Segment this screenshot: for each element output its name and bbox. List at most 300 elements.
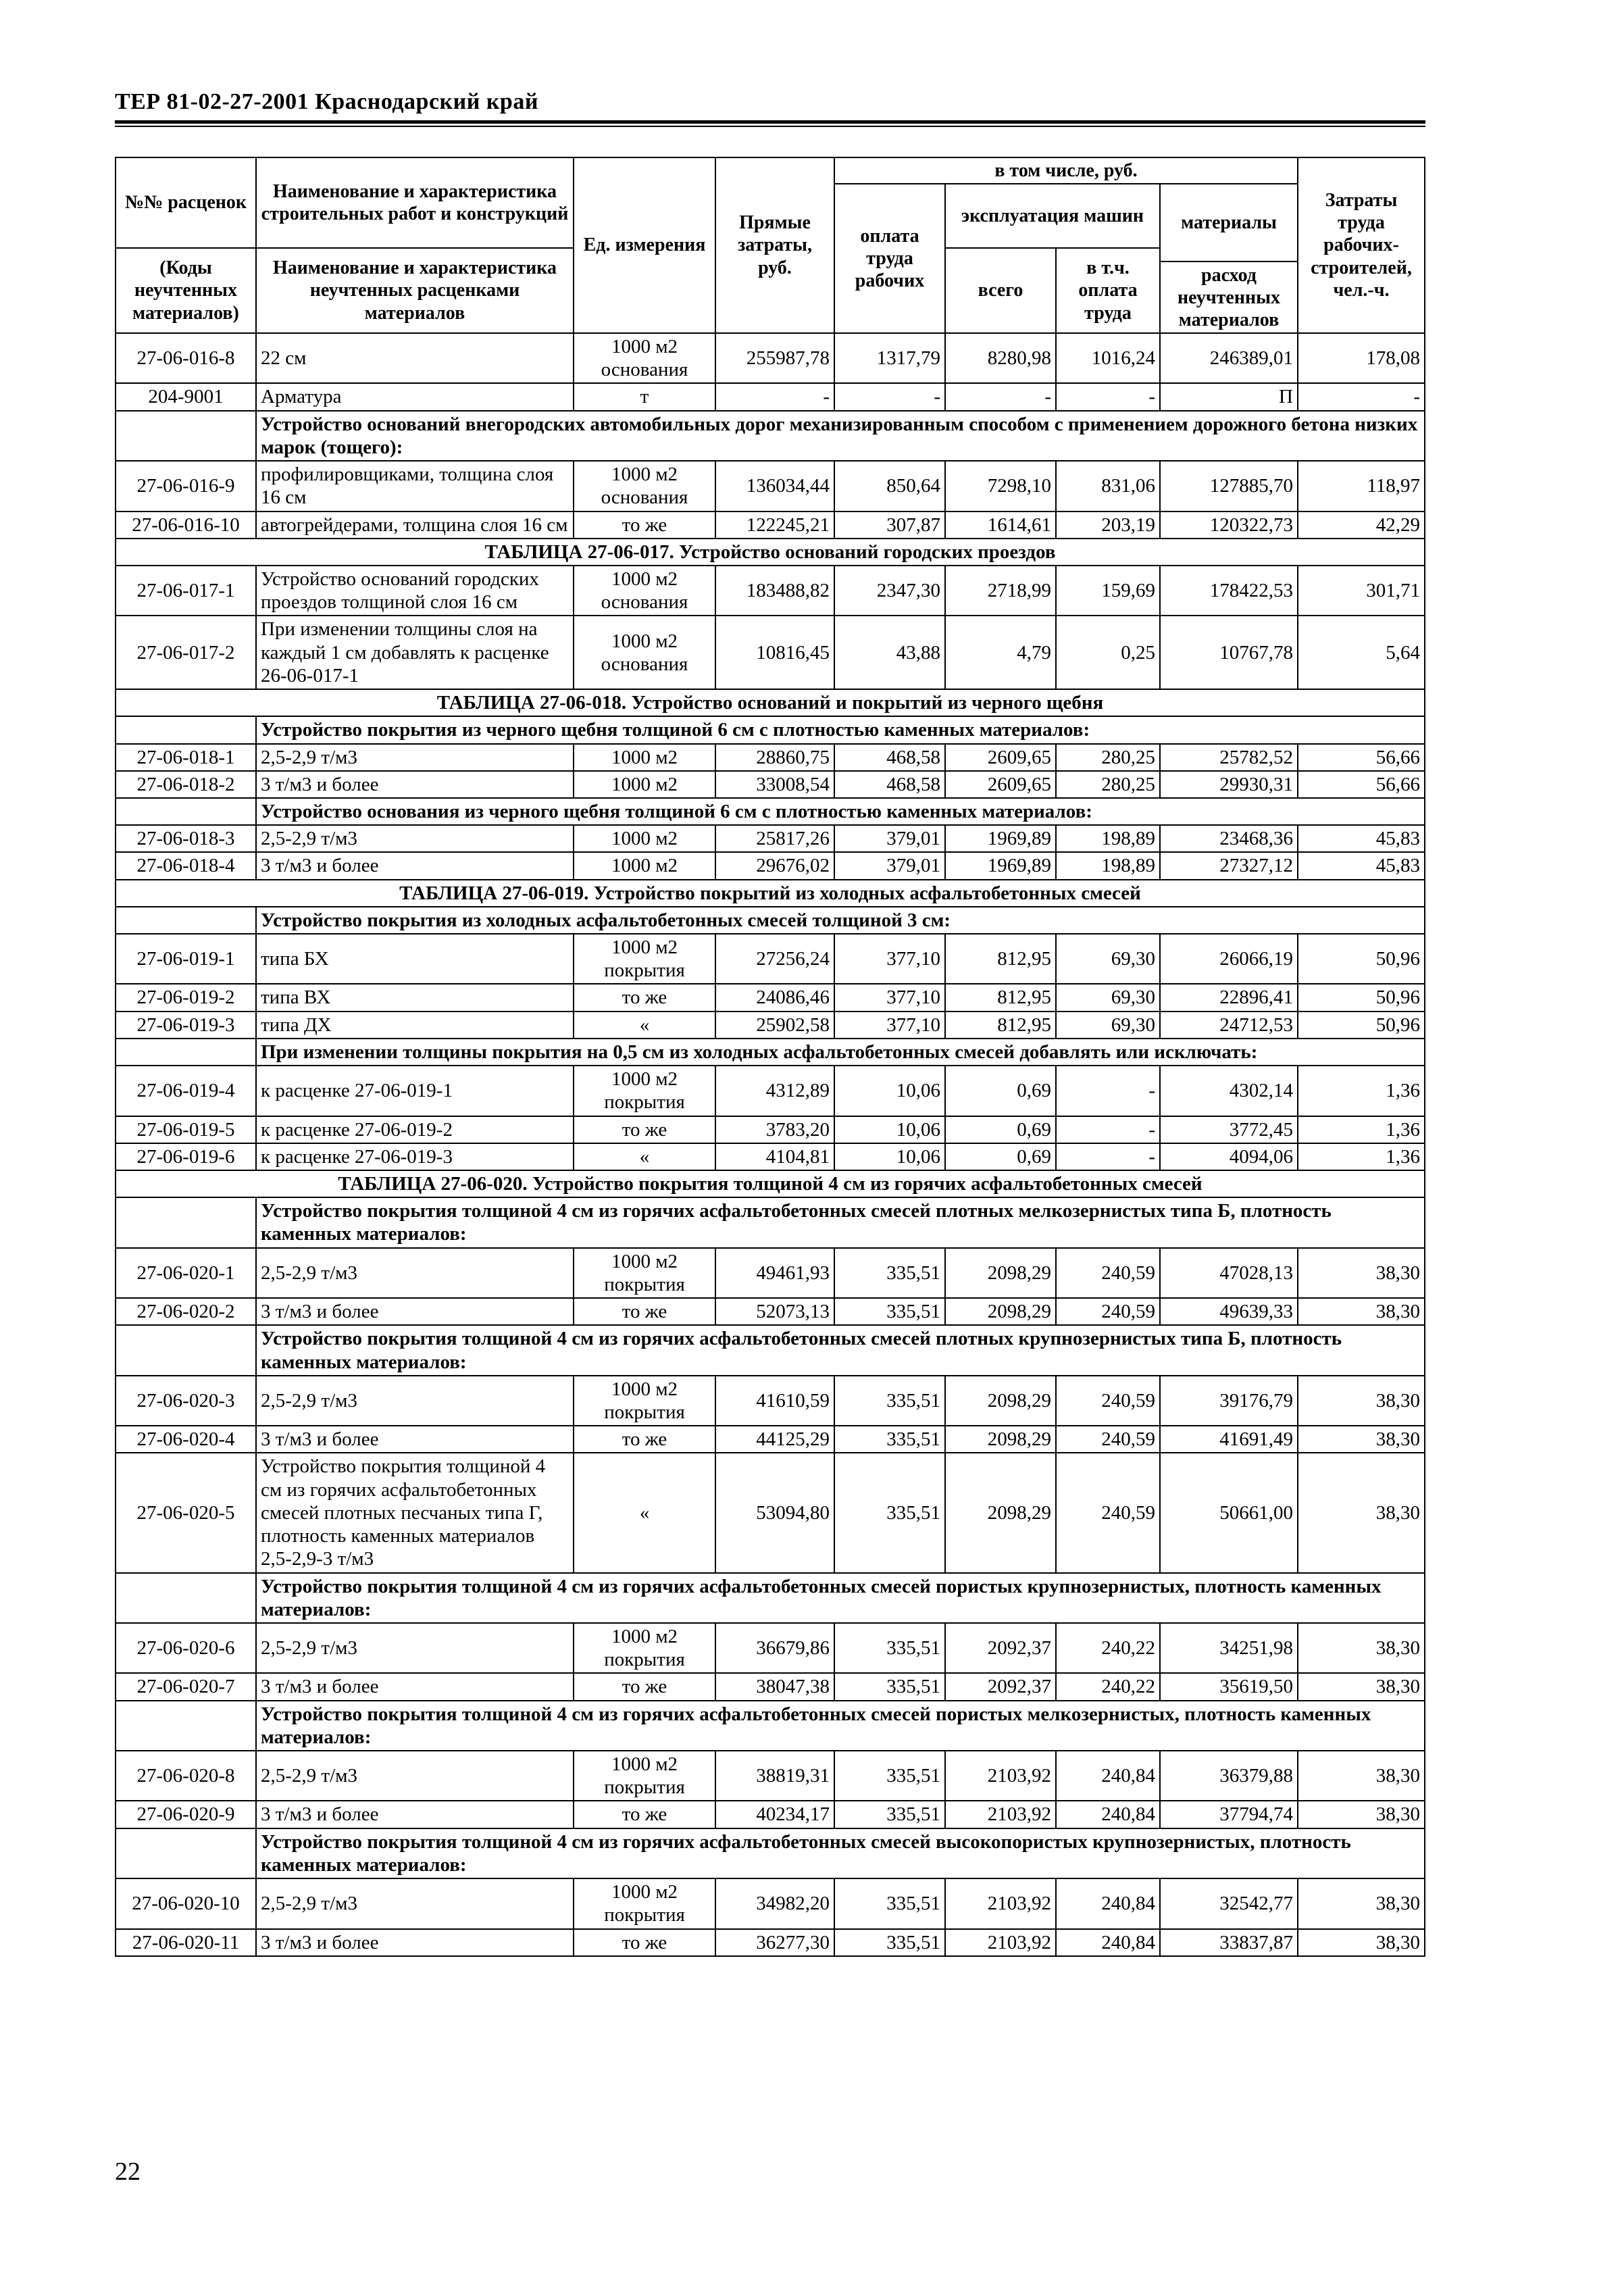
rate-labor: 38,30 [1298, 1453, 1425, 1572]
table-row [116, 771, 1425, 798]
header-wages: оплата труда рабочих [834, 184, 945, 333]
rate-labor: 50,96 [1298, 984, 1425, 1011]
rate-labor: 38,30 [1298, 1248, 1425, 1298]
rate-direct-cost: 52073,13 [715, 1298, 834, 1325]
rate-code: 27-06-020-2 [116, 1298, 256, 1325]
rate-labor: 45,83 [1298, 852, 1425, 879]
rate-code: 27-06-019-5 [116, 1116, 256, 1143]
table-row [116, 1751, 1425, 1801]
rate-direct-cost: 183488,82 [715, 566, 834, 616]
rate-materials: 120322,73 [1160, 511, 1298, 539]
rate-unit: 1000 м2 покрытия [574, 1376, 715, 1426]
rate-machines-total: 8280,98 [945, 333, 1056, 383]
section-blank-cell [116, 798, 256, 825]
section-heading: Устройство покрытия толщиной 4 см из горячих асфальтобетонных смесей пористых мелкозернистых, плотность каменных материалов: [256, 1701, 1425, 1751]
header-direct: Прямые затраты, руб. [715, 157, 834, 333]
section-heading: Устройство покрытия из холодных асфальтобетонных смесей толщиной 3 см: [256, 907, 1425, 934]
rate-code: 27-06-020-9 [116, 1801, 256, 1828]
section-blank-cell [116, 1828, 256, 1878]
rate-code: 27-06-020-8 [116, 1751, 256, 1801]
rate-machines-total: 2103,92 [945, 1878, 1056, 1928]
table-title-row [116, 880, 1425, 907]
table-row [116, 566, 1425, 616]
rate-direct-cost: 4312,89 [715, 1066, 834, 1116]
rate-machines-wages: 280,25 [1056, 771, 1160, 798]
rate-wages: 335,51 [834, 1426, 945, 1453]
table-row [116, 1143, 1425, 1170]
document-header: ТЕР 81-02-27-2001 Краснодарский край [115, 89, 538, 114]
rate-code: 27-06-016-10 [116, 511, 256, 539]
rate-wages: 335,51 [834, 1453, 945, 1572]
rate-machines-total: 0,69 [945, 1066, 1056, 1116]
table-row [116, 1623, 1425, 1673]
rate-wages: 377,10 [834, 1012, 945, 1039]
rate-machines-wages: 240,84 [1056, 1929, 1160, 1956]
rate-labor: 38,30 [1298, 1751, 1425, 1801]
rate-direct-cost: - [715, 383, 834, 410]
rate-machines-total: 2092,37 [945, 1673, 1056, 1700]
rate-direct-cost: 38819,31 [715, 1751, 834, 1801]
table-row [116, 1426, 1425, 1453]
rate-materials: 4094,06 [1160, 1143, 1298, 1170]
rate-labor: 301,71 [1298, 566, 1425, 616]
rate-wages: 335,51 [834, 1929, 945, 1956]
rate-name: к расценке 27-06-019-2 [256, 1116, 574, 1143]
section-heading-row [116, 1325, 1425, 1375]
rate-labor: - [1298, 383, 1425, 410]
rate-materials: 127885,70 [1160, 461, 1298, 511]
section-heading-row [116, 1197, 1425, 1247]
rate-labor: 38,30 [1298, 1376, 1425, 1426]
rate-machines-wages: 240,59 [1056, 1376, 1160, 1426]
rate-machines-wages: 240,84 [1056, 1878, 1160, 1928]
rate-machines-total: 2098,29 [945, 1248, 1056, 1298]
section-heading: Устройство покрытия толщиной 4 см из горячих асфальтобетонных смесей высокопористых крупнозернистых, плотность каменных материалов: [256, 1828, 1425, 1878]
rate-machines-wages: 240,84 [1056, 1801, 1160, 1828]
section-blank-cell [116, 1573, 256, 1623]
rate-machines-total: 1614,61 [945, 511, 1056, 539]
rate-name: 2,5-2,9 т/м3 [256, 1248, 574, 1298]
rate-code: 27-06-016-8 [116, 333, 256, 383]
section-heading-row [116, 798, 1425, 825]
rate-name: 3 т/м3 и более [256, 1426, 574, 1453]
rate-direct-cost: 136034,44 [715, 461, 834, 511]
header-name-bottom: Наименование и характеристика неучтенных расценками материалов [256, 248, 574, 333]
rate-machines-wages: - [1056, 1066, 1160, 1116]
section-blank-cell [116, 907, 256, 934]
rate-direct-cost: 53094,80 [715, 1453, 834, 1572]
rate-machines-wages: 69,30 [1056, 984, 1160, 1011]
rate-machines-total: 2092,37 [945, 1623, 1056, 1673]
rate-labor: 118,97 [1298, 461, 1425, 511]
rate-wages: 335,51 [834, 1376, 945, 1426]
rate-name: 2,5-2,9 т/м3 [256, 1878, 574, 1928]
rate-direct-cost: 41610,59 [715, 1376, 834, 1426]
rate-machines-wages: 159,69 [1056, 566, 1160, 616]
rate-code: 27-06-019-2 [116, 984, 256, 1011]
rate-materials: 246389,01 [1160, 333, 1298, 383]
rate-wages: 379,01 [834, 825, 945, 852]
section-blank-cell [116, 716, 256, 743]
rate-code: 27-06-018-1 [116, 744, 256, 771]
rate-machines-total: 1969,89 [945, 825, 1056, 852]
rate-name: 2,5-2,9 т/м3 [256, 744, 574, 771]
rate-wages: 379,01 [834, 852, 945, 879]
header-machines-total: всего [945, 248, 1056, 333]
rate-machines-wages: - [1056, 1143, 1160, 1170]
rate-wages: 307,87 [834, 511, 945, 539]
rate-direct-cost: 38047,38 [715, 1673, 834, 1700]
table-row [116, 744, 1425, 771]
rate-name: 2,5-2,9 т/м3 [256, 825, 574, 852]
rate-code: 27-06-020-6 [116, 1623, 256, 1673]
table-title: ТАБЛИЦА 27-06-017. Устройство оснований городских проездов [116, 539, 1425, 566]
rate-machines-total: 812,95 [945, 984, 1056, 1011]
rate-unit: 1000 м2 покрытия [574, 1066, 715, 1116]
rate-name: типа БХ [256, 934, 574, 984]
rate-name: 2,5-2,9 т/м3 [256, 1376, 574, 1426]
rate-wages: 335,51 [834, 1878, 945, 1928]
rate-machines-total: - [945, 383, 1056, 410]
rate-direct-cost: 25817,26 [715, 825, 834, 852]
rate-code: 27-06-018-4 [116, 852, 256, 879]
rate-code: 27-06-018-3 [116, 825, 256, 852]
rate-unit: 1000 м2 [574, 771, 715, 798]
rate-direct-cost: 33008,54 [715, 771, 834, 798]
rate-code: 27-06-016-9 [116, 461, 256, 511]
section-blank-cell [116, 1039, 256, 1066]
rate-direct-cost: 36277,30 [715, 1929, 834, 1956]
rate-materials: 32542,77 [1160, 1878, 1298, 1928]
header-unit: Ед. измерения [574, 157, 715, 333]
rate-wages: 335,51 [834, 1623, 945, 1673]
rate-machines-wages: 240,59 [1056, 1453, 1160, 1572]
rate-machines-total: 0,69 [945, 1116, 1056, 1143]
rate-name: При изменении толщины слоя на каждый 1 см добавлять к расценке 26-06-017-1 [256, 616, 574, 689]
rate-machines-wages: - [1056, 1116, 1160, 1143]
rate-wages: 335,51 [834, 1298, 945, 1325]
rate-labor: 56,66 [1298, 744, 1425, 771]
rate-machines-total: 0,69 [945, 1143, 1056, 1170]
rate-direct-cost: 4104,81 [715, 1143, 834, 1170]
rate-direct-cost: 25902,58 [715, 1012, 834, 1039]
rate-machines-total: 4,79 [945, 616, 1056, 689]
rate-wages: 468,58 [834, 771, 945, 798]
rate-labor: 5,64 [1298, 616, 1425, 689]
table-row [116, 1012, 1425, 1039]
rate-direct-cost: 122245,21 [715, 511, 834, 539]
rate-materials: 41691,49 [1160, 1426, 1298, 1453]
rate-machines-total: 2609,65 [945, 771, 1056, 798]
header-rule [115, 120, 1425, 124]
table-row [116, 1878, 1425, 1928]
rate-wages: 335,51 [834, 1248, 945, 1298]
table-row [116, 1376, 1425, 1426]
rate-machines-total: 2103,92 [945, 1801, 1056, 1828]
table-title: ТАБЛИЦА 27-06-020. Устройство покрытия толщиной 4 см из горячих асфальтобетонных смесей [116, 1170, 1425, 1197]
rate-labor: 1,36 [1298, 1066, 1425, 1116]
section-blank-cell [116, 411, 256, 461]
rate-machines-wages: 240,22 [1056, 1623, 1160, 1673]
rate-name: 3 т/м3 и более [256, 852, 574, 879]
rate-unit: то же [574, 984, 715, 1011]
rate-direct-cost: 24086,46 [715, 984, 834, 1011]
rate-machines-total: 1969,89 [945, 852, 1056, 879]
table-row [116, 1248, 1425, 1298]
rate-name: к расценке 27-06-019-1 [256, 1066, 574, 1116]
rate-direct-cost: 10816,45 [715, 616, 834, 689]
rate-unit: 1000 м2 [574, 825, 715, 852]
rate-unit: то же [574, 1929, 715, 1956]
table-row [116, 333, 1425, 383]
rate-materials: 178422,53 [1160, 566, 1298, 616]
rate-machines-wages: 240,59 [1056, 1248, 1160, 1298]
section-heading-row [116, 1039, 1425, 1066]
rate-labor: 42,29 [1298, 511, 1425, 539]
rate-materials: 25782,52 [1160, 744, 1298, 771]
rate-machines-total: 2609,65 [945, 744, 1056, 771]
rate-code: 27-06-017-2 [116, 616, 256, 689]
table-title-row [116, 539, 1425, 566]
rate-direct-cost: 27256,24 [715, 934, 834, 984]
rate-name: 3 т/м3 и более [256, 1801, 574, 1828]
rate-machines-total: 2098,29 [945, 1298, 1056, 1325]
table-header [116, 157, 1425, 333]
rate-machines-wages: 1016,24 [1056, 333, 1160, 383]
section-blank-cell [116, 1701, 256, 1751]
rate-wages: 335,51 [834, 1801, 945, 1828]
table-row [116, 1066, 1425, 1116]
rate-unit: 1000 м2 покрытия [574, 1248, 715, 1298]
rate-unit: то же [574, 1426, 715, 1453]
section-heading-row [116, 1828, 1425, 1878]
table-title-row [116, 689, 1425, 716]
table-row [116, 1801, 1425, 1828]
rate-name: 2,5-2,9 т/м3 [256, 1623, 574, 1673]
rate-wages: 1317,79 [834, 333, 945, 383]
rate-labor: 50,96 [1298, 934, 1425, 984]
rate-unit: 1000 м2 основания [574, 461, 715, 511]
rate-materials: 34251,98 [1160, 1623, 1298, 1673]
rate-code: 27-06-020-5 [116, 1453, 256, 1572]
rate-materials: 37794,74 [1160, 1801, 1298, 1828]
table-row [116, 984, 1425, 1011]
rate-machines-total: 812,95 [945, 934, 1056, 984]
table-body [116, 333, 1425, 1956]
rate-wages: 43,88 [834, 616, 945, 689]
header-labor: Затраты труда рабочих-строителей, чел.-ч. [1298, 157, 1425, 333]
table-title-row [116, 1170, 1425, 1197]
rate-machines-wages: 240,59 [1056, 1426, 1160, 1453]
rate-direct-cost: 40234,17 [715, 1801, 834, 1828]
rate-unit: 1000 м2 [574, 744, 715, 771]
table-row [116, 1298, 1425, 1325]
header-code-bottom: (Коды неучтенных материалов) [116, 248, 256, 333]
table-row [116, 1453, 1425, 1572]
rate-labor: 178,08 [1298, 333, 1425, 383]
rate-machines-total: 812,95 [945, 1012, 1056, 1039]
rate-materials: 33837,87 [1160, 1929, 1298, 1956]
rate-materials: 49639,33 [1160, 1298, 1298, 1325]
rate-unit: то же [574, 1298, 715, 1325]
rate-code: 27-06-017-1 [116, 566, 256, 616]
table-row [116, 1116, 1425, 1143]
header-materials-sub: расход неучтенных материалов [1160, 261, 1298, 333]
rate-name: типа ВХ [256, 984, 574, 1011]
rate-unit: 1000 м2 покрытия [574, 1751, 715, 1801]
table-row [116, 383, 1425, 410]
rate-materials: 27327,12 [1160, 852, 1298, 879]
table-row [116, 511, 1425, 539]
header-name-top: Наименование и характеристика строительных работ и конструкций [256, 157, 574, 248]
rate-name: Устройство оснований городских проездов толщиной слоя 16 см [256, 566, 574, 616]
rate-machines-total: 2103,92 [945, 1929, 1056, 1956]
rate-code: 27-06-020-1 [116, 1248, 256, 1298]
rate-unit: то же [574, 1116, 715, 1143]
rate-wages: 468,58 [834, 744, 945, 771]
rate-labor: 38,30 [1298, 1929, 1425, 1956]
rate-unit: 1000 м2 основания [574, 333, 715, 383]
rate-code: 27-06-019-1 [116, 934, 256, 984]
rate-materials: 29930,31 [1160, 771, 1298, 798]
rate-machines-wages: 240,59 [1056, 1298, 1160, 1325]
rate-machines-wages: 0,25 [1056, 616, 1160, 689]
rate-materials: 10767,78 [1160, 616, 1298, 689]
rate-machines-wages: 69,30 [1056, 1012, 1160, 1039]
rate-unit: то же [574, 1801, 715, 1828]
section-heading: Устройство покрытия толщиной 4 см из горячих асфальтобетонных смесей плотных крупнозернистых типа Б, плотность каменных материалов: [256, 1325, 1425, 1375]
rate-unit: 1000 м2 покрытия [574, 934, 715, 984]
rate-direct-cost: 36679,86 [715, 1623, 834, 1673]
rate-unit: 1000 м2 покрытия [574, 1878, 715, 1928]
rate-labor: 50,96 [1298, 1012, 1425, 1039]
rate-code: 27-06-020-3 [116, 1376, 256, 1426]
rate-name: 3 т/м3 и более [256, 771, 574, 798]
rate-materials: 4302,14 [1160, 1066, 1298, 1116]
rate-machines-total: 7298,10 [945, 461, 1056, 511]
rate-wages: 10,06 [834, 1066, 945, 1116]
rate-materials: 35619,50 [1160, 1673, 1298, 1700]
rate-code: 27-06-020-10 [116, 1878, 256, 1928]
rate-unit: 1000 м2 [574, 852, 715, 879]
rate-materials: 26066,19 [1160, 934, 1298, 984]
rate-unit: 1000 м2 основания [574, 616, 715, 689]
rate-unit: т [574, 383, 715, 410]
rate-materials: 47028,13 [1160, 1248, 1298, 1298]
table-title: ТАБЛИЦА 27-06-019. Устройство покрытий из холодных асфальтобетонных смесей [116, 880, 1425, 907]
rate-machines-wages: 198,89 [1056, 852, 1160, 879]
rate-materials: 3772,45 [1160, 1116, 1298, 1143]
rate-wages: 377,10 [834, 934, 945, 984]
rate-code: 27-06-018-2 [116, 771, 256, 798]
section-heading-row [116, 411, 1425, 461]
rate-name: типа ДХ [256, 1012, 574, 1039]
rate-direct-cost: 3783,20 [715, 1116, 834, 1143]
rate-unit: 1000 м2 покрытия [574, 1623, 715, 1673]
rate-unit: то же [574, 1673, 715, 1700]
rate-wages: 10,06 [834, 1143, 945, 1170]
rate-machines-total: 2098,29 [945, 1426, 1056, 1453]
rate-name: 3 т/м3 и более [256, 1673, 574, 1700]
header-machines-wages: в т.ч. оплата труда [1056, 248, 1160, 333]
section-heading: При изменении толщины покрытия на 0,5 см из холодных асфальтобетонных смесей добавлять или исключать: [256, 1039, 1425, 1066]
rate-direct-cost: 44125,29 [715, 1426, 834, 1453]
section-heading: Устройство покрытия из черного щебня толщиной 6 см с плотностью каменных материалов: [256, 716, 1425, 743]
header-incl: в том числе, руб. [834, 157, 1298, 184]
rate-materials: 36379,88 [1160, 1751, 1298, 1801]
section-heading: Устройство покрытия толщиной 4 см из горячих асфальтобетонных смесей пористых крупнозернистых, плотность каменных материалов: [256, 1573, 1425, 1623]
rate-wages: 2347,30 [834, 566, 945, 616]
rate-materials: 50661,00 [1160, 1453, 1298, 1572]
page-number: 22 [115, 2157, 141, 2186]
table-row [116, 616, 1425, 689]
rate-name: 3 т/м3 и более [256, 1298, 574, 1325]
rate-wages: 335,51 [834, 1673, 945, 1700]
rate-name: к расценке 27-06-019-3 [256, 1143, 574, 1170]
rate-name: профилировщиками, толщина слоя 16 см [256, 461, 574, 511]
rate-materials: П [1160, 383, 1298, 410]
rate-labor: 1,36 [1298, 1143, 1425, 1170]
rate-materials: 24712,53 [1160, 1012, 1298, 1039]
section-heading-row [116, 716, 1425, 743]
header-code-top: №№ расценок [116, 157, 256, 248]
rate-materials: 23468,36 [1160, 825, 1298, 852]
rate-code: 27-06-019-6 [116, 1143, 256, 1170]
table-row [116, 825, 1425, 852]
header-machines: эксплуатация машин [945, 184, 1160, 248]
rate-labor: 1,36 [1298, 1116, 1425, 1143]
section-heading: Устройство оснований внегородских автомобильных дорог механизированным способом с применением дорожного бетона низких марок (тощего): [256, 411, 1425, 461]
rate-code: 204-9001 [116, 383, 256, 410]
rate-machines-wages: 69,30 [1056, 934, 1160, 984]
rate-direct-cost: 29676,02 [715, 852, 834, 879]
rate-wages: 335,51 [834, 1751, 945, 1801]
section-heading: Устройство основания из черного щебня толщиной 6 см с плотностью каменных материалов: [256, 798, 1425, 825]
rate-labor: 45,83 [1298, 825, 1425, 852]
table-title: ТАБЛИЦА 27-06-018. Устройство оснований и покрытий из черного щебня [116, 689, 1425, 716]
section-heading-row [116, 1573, 1425, 1623]
rate-code: 27-06-020-11 [116, 1929, 256, 1956]
rate-machines-wages: 240,84 [1056, 1751, 1160, 1801]
rate-code: 27-06-019-4 [116, 1066, 256, 1116]
rate-wages: 850,64 [834, 461, 945, 511]
rate-wages: 10,06 [834, 1116, 945, 1143]
rate-machines-total: 2098,29 [945, 1376, 1056, 1426]
rate-unit: то же [574, 511, 715, 539]
rate-unit: « [574, 1453, 715, 1572]
section-blank-cell [116, 1197, 256, 1247]
rate-name: 22 см [256, 333, 574, 383]
rate-wages: - [834, 383, 945, 410]
rate-labor: 38,30 [1298, 1623, 1425, 1673]
rate-machines-wages: 240,22 [1056, 1673, 1160, 1700]
rate-labor: 56,66 [1298, 771, 1425, 798]
rate-code: 27-06-019-3 [116, 1012, 256, 1039]
rate-direct-cost: 28860,75 [715, 744, 834, 771]
rate-unit: « [574, 1012, 715, 1039]
section-heading-row [116, 1701, 1425, 1751]
table-row [116, 852, 1425, 879]
table-row [116, 461, 1425, 511]
rate-materials: 22896,41 [1160, 984, 1298, 1011]
header-rule-thin [115, 126, 1425, 127]
header-materials: материалы [1160, 184, 1298, 261]
rate-machines-total: 2098,29 [945, 1453, 1056, 1572]
rate-unit: 1000 м2 основания [574, 566, 715, 616]
rate-code: 27-06-020-4 [116, 1426, 256, 1453]
rate-direct-cost: 49461,93 [715, 1248, 834, 1298]
rate-name: автогрейдерами, толщина слоя 16 см [256, 511, 574, 539]
